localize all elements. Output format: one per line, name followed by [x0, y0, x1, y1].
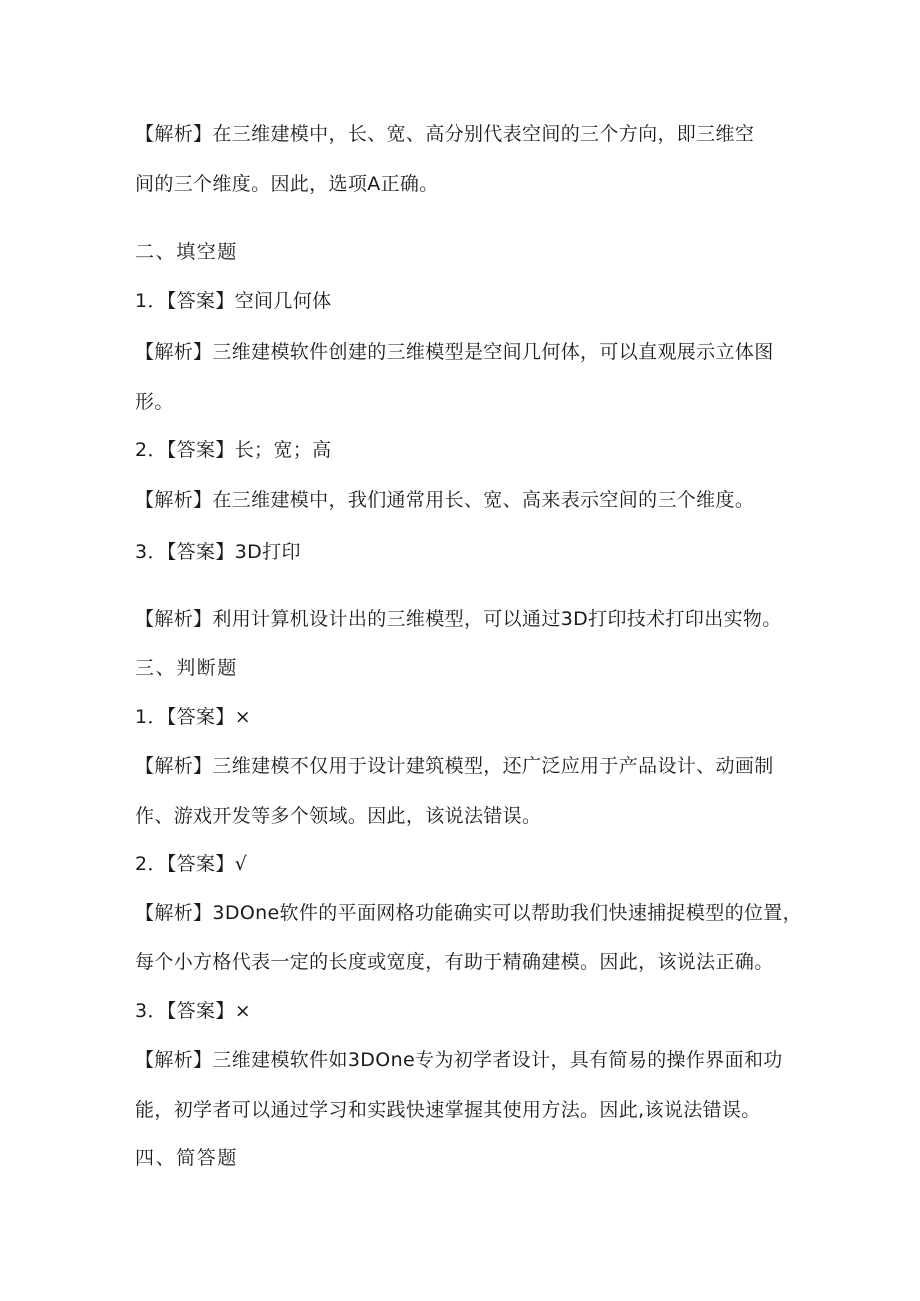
- fill-q2-analysis: 【解析】在三维建模中，我们通常用长、宽、高来表示空间的三个维度。: [135, 489, 755, 511]
- tf-q3-analysis-line-2: 能，初学者可以通过学习和实践快速掌握其使用方法。因此,该说法错误。: [135, 1099, 761, 1121]
- fill-q1-answer: 1．【答案】空间几何体: [135, 290, 332, 312]
- fill-q3-answer: 3．【答案】3D打印: [135, 541, 301, 563]
- tf-q3-analysis-line-1: 【解析】三维建模软件如3DOne专为初学者设计，具有简易的操作界面和功: [135, 1049, 783, 1071]
- section-heading-fill-blank: 二、填空题: [135, 241, 239, 263]
- section-heading-short-answer: 四、简答题: [135, 1147, 239, 1169]
- tf-q2-analysis-line-2: 每个小方格代表一定的长度或宽度，有助于精确建模。因此，该说法正确。: [135, 951, 774, 973]
- tf-q1-answer: 1．【答案】×: [135, 706, 251, 728]
- fill-q1-analysis-line-2: 形。: [135, 391, 174, 413]
- tf-q1-analysis-line-2: 作、游戏开发等多个领域。因此，该说法错误。: [135, 805, 542, 827]
- section-heading-true-false: 三、判断题: [135, 657, 239, 679]
- fill-q3-analysis: 【解析】利用计算机设计出的三维模型，可以通过3D打印技术打印出实物。: [135, 608, 782, 630]
- intro-analysis-line-1: 【解析】在三维建模中，长、宽、高分别代表空间的三个方向，即三维空: [135, 123, 755, 145]
- tf-q2-analysis-line-1: 【解析】3DOne软件的平面网格功能确实可以帮助我们快速捕捉模型的位置，: [135, 902, 803, 924]
- tf-q3-answer: 3．【答案】×: [135, 1000, 251, 1022]
- fill-q2-answer: 2．【答案】长；宽；高: [135, 439, 332, 461]
- tf-q2-answer: 2．【答案】√: [135, 853, 248, 875]
- intro-analysis-line-2: 间的三个维度。因此，选项A正确。: [135, 173, 439, 195]
- fill-q1-analysis-line-1: 【解析】三维建模软件创建的三维模型是空间几何体，可以直观展示立体图: [135, 341, 774, 363]
- tf-q1-analysis-line-1: 【解析】三维建模不仅用于设计建筑模型，还广泛应用于产品设计、动画制: [135, 755, 774, 777]
